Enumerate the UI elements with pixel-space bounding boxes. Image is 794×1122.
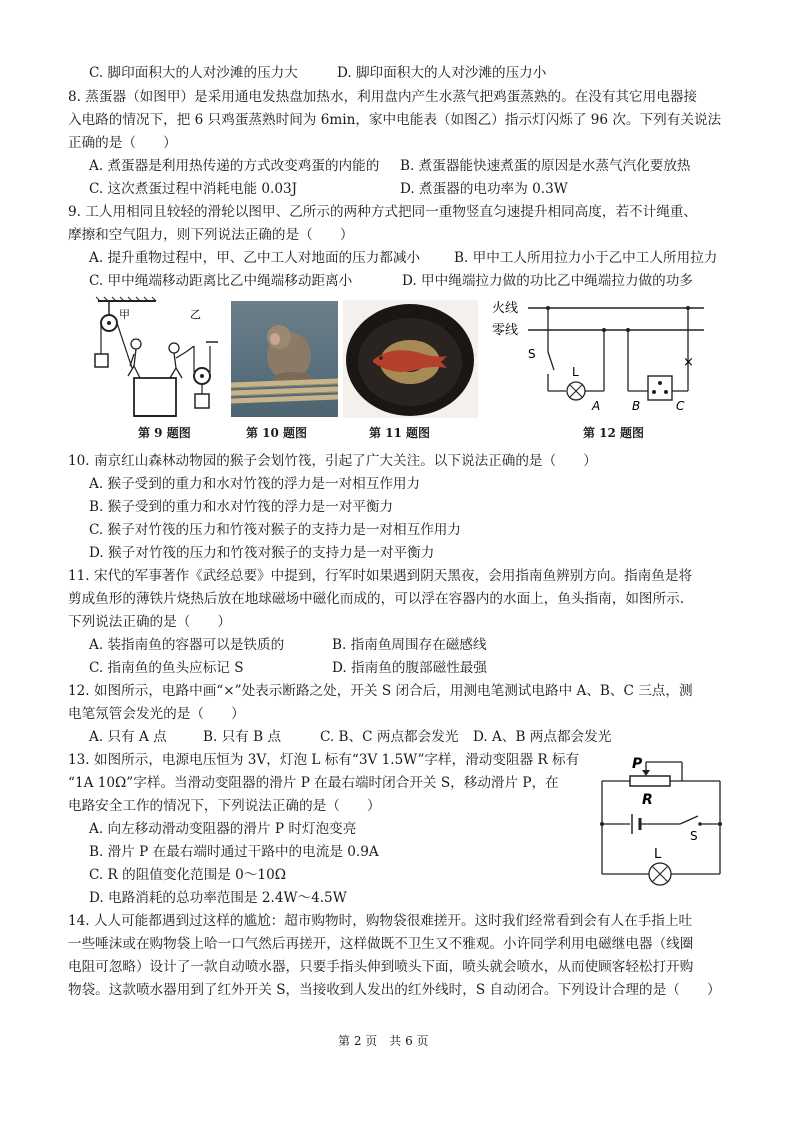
- q8-stem-line-3: 正确的是（ ）: [68, 135, 177, 151]
- q13-stem-line-2: “1A 10Ω”字样。当滑动变阻器的滑片 P 在最右端时闭合开关 S，移动滑片 P，在: [68, 775, 559, 791]
- figure-12-household-circuit: [488, 296, 708, 418]
- q8-option-d: D. 煮蛋器的电功率为 0.3W: [400, 181, 568, 197]
- q13-option-b: B. 滑片 P 在最右端时通过干路中的电流是 0.9A: [89, 844, 379, 860]
- q12-stem-line-1: 12. 如图所示，电路中画“×”处表示断路之处，开关 S 闭合后，用测电笔测试电路中 A、B、C 三点，测: [68, 683, 693, 699]
- fig12-break-mark: ×: [683, 355, 694, 370]
- figure-10-caption: 第 10 题图: [246, 426, 308, 440]
- fig13-rheostat-label: R: [642, 792, 653, 808]
- q13-stem-line-3: 电路安全工作的情况下，下列说法正确的是（ ）: [68, 798, 381, 814]
- q7-option-c: C. 脚印面积大的人对沙滩的压力大: [89, 65, 298, 81]
- q11-stem-line-3: 下列说法正确的是（ ）: [68, 614, 232, 630]
- fig9-label-jia: 甲: [119, 308, 130, 321]
- q8-option-b: B. 煮蛋器能快速煮蛋的原因是水蒸气汽化要放热: [400, 158, 691, 174]
- monkey-raft-illustration: [231, 301, 338, 417]
- q9-option-a: A. 提升重物过程中，甲、乙中工人对地面的压力都减小: [89, 250, 421, 266]
- fig12-switch-label: S: [528, 347, 536, 361]
- q9-option-d: D. 甲中绳端拉力做的功比乙中绳端拉力做的功多: [402, 273, 693, 289]
- fig9-label-yi: 乙: [190, 308, 201, 321]
- q12-option-c: C. B、C 两点都会发光: [320, 729, 459, 745]
- fig13-switch-label: S: [690, 829, 698, 843]
- q10-option-b: B. 猴子受到的重力和水对竹筏的浮力是一对平衡力: [89, 499, 394, 515]
- q14-stem-line-2: 一些唾沫或在购物袋上哈一口气然后再搓开，这样做既不卫生又不雅观。小许同学利用电磁继电器（线圈: [68, 936, 694, 952]
- q12-option-a: A. 只有 A 点: [89, 729, 167, 745]
- q14-stem-line-3: 电阻可忽略）设计了一款自动喷水器，只要手指头伸到喷头下面，喷头就会喷水，从而使顾客轻松打开购: [68, 959, 694, 975]
- q11-option-d: D. 指南鱼的腹部磁性最强: [332, 660, 487, 676]
- q10-stem: 10. 南京红山森林动物园的猴子会划竹筏，引起了广大关注。以下说法正确的是（ ）: [68, 453, 597, 469]
- q10-option-c: C. 猴子对竹筏的压力和竹筏对猴子的支持力是一对相互作用力: [89, 522, 461, 538]
- fig13-lamp-label: L: [654, 847, 662, 862]
- q14-stem-line-4: 物袋。这款喷水器用到了红外开关 S，当接收到人发出的红外线时，S 自动闭合。下列设计合理的是（ ）: [68, 982, 721, 998]
- q13-option-c: C. R 的阻值变化范围是 0～10Ω: [89, 867, 286, 883]
- q9-option-b: B. 甲中工人所用拉力小于乙中工人所用拉力: [454, 250, 718, 266]
- q10-option-d: D. 猴子对竹筏的压力和竹筏对猴子的支持力是一对平衡力: [89, 545, 435, 561]
- figure-13-rheostat-circuit: [594, 752, 734, 900]
- figure-12-caption: 第 12 题图: [583, 426, 645, 440]
- figure-11-caption: 第 11 题图: [369, 426, 431, 440]
- fig12-point-a: A: [592, 399, 601, 413]
- q11-stem-line-2: 剪成鱼形的薄铁片烧热后放在地球磁场中磁化而成的，可以浮在容器内的水面上，鱼头指南，如图所示.: [68, 591, 685, 607]
- q7-option-d: D. 脚印面积大的人对沙滩的压力小: [337, 65, 547, 81]
- q11-option-c: C. 指南鱼的鱼头应标记 S: [89, 660, 244, 676]
- q14-stem-line-1: 14. 人人可能都遇到过这样的尴尬：超市购物时，购物袋很难搓开。这时我们经常看到会有人在手指上吐: [68, 913, 693, 929]
- q13-option-d: D. 电路消耗的总功率范围是 2.4W～4.5W: [89, 890, 347, 906]
- q9-option-c: C. 甲中绳端移动距离比乙中绳端移动距离小: [89, 273, 353, 289]
- fig12-neutral-label: 零线: [492, 323, 519, 338]
- fig12-point-c: C: [676, 399, 685, 413]
- q11-stem-line-1: 11. 宋代的军事著作《武经总要》中提到，行军时如果遇到阴天黑夜，会用指南鱼辨别方向。指南鱼是将: [68, 568, 693, 584]
- figure-10-monkey-photo: [231, 301, 338, 417]
- q13-option-a: A. 向左移动滑动变阻器的滑片 P 时灯泡变亮: [89, 821, 357, 837]
- page-footer: 第 2 页 共 6 页: [338, 1034, 429, 1048]
- q10-option-a: A. 猴子受到的重力和水对竹筏的浮力是一对相互作用力: [89, 476, 421, 492]
- q8-option-a: A. 煮蛋器是利用热传递的方式改变鸡蛋的内能的: [89, 158, 380, 174]
- q8-stem-line-2: 入电路的情况下，把 6 只鸡蛋蒸熟时间为 6min，家中电能表（如图乙）指示灯闪烁了 96 次。下列有关说法: [68, 112, 722, 128]
- fig12-lamp-label: L: [572, 365, 579, 379]
- fig12-live-label: 火线: [492, 301, 519, 316]
- q12-stem-line-2: 电笔氖管会发光的是（ ）: [68, 706, 245, 722]
- figure-9-caption: 第 9 题图: [138, 426, 191, 440]
- q13-stem-line-1: 13. 如图所示，电源电压恒为 3V，灯泡 L 标有“3V 1.5W”字样，滑动变阻器 R 标有: [68, 752, 580, 768]
- q11-option-b: B. 指南鱼周围存在磁感线: [332, 637, 487, 653]
- figure-11-compass-fish: [343, 300, 478, 418]
- fig12-point-b: B: [632, 399, 641, 413]
- q12-option-b: B. 只有 B 点: [203, 729, 282, 745]
- fig13-slider-label: P: [632, 756, 643, 772]
- q8-stem-line-1: 8. 蒸蛋器（如图甲）是采用通电发热盘加热水，利用盘内产生水蒸气把鸡蛋蒸熟的。在没有其它用电器接: [68, 89, 698, 105]
- q9-stem-line-2: 摩擦和空气阻力，则下列说法正确的是（ ）: [68, 227, 354, 243]
- q9-stem-line-1: 9. 工人用相同且较轻的滑轮以图甲、乙所示的两种方式把同一重物竖直匀速提升相同高度，若不计绳重、: [68, 204, 698, 220]
- q8-option-c: C. 这次煮蛋过程中消耗电能 0.03J: [89, 181, 298, 197]
- figure-9-pulleys: [94, 296, 222, 420]
- q11-option-a: A. 装指南鱼的容器可以是铁质的: [89, 637, 285, 653]
- q12-option-d: D. A、B 两点都会发光: [473, 729, 612, 745]
